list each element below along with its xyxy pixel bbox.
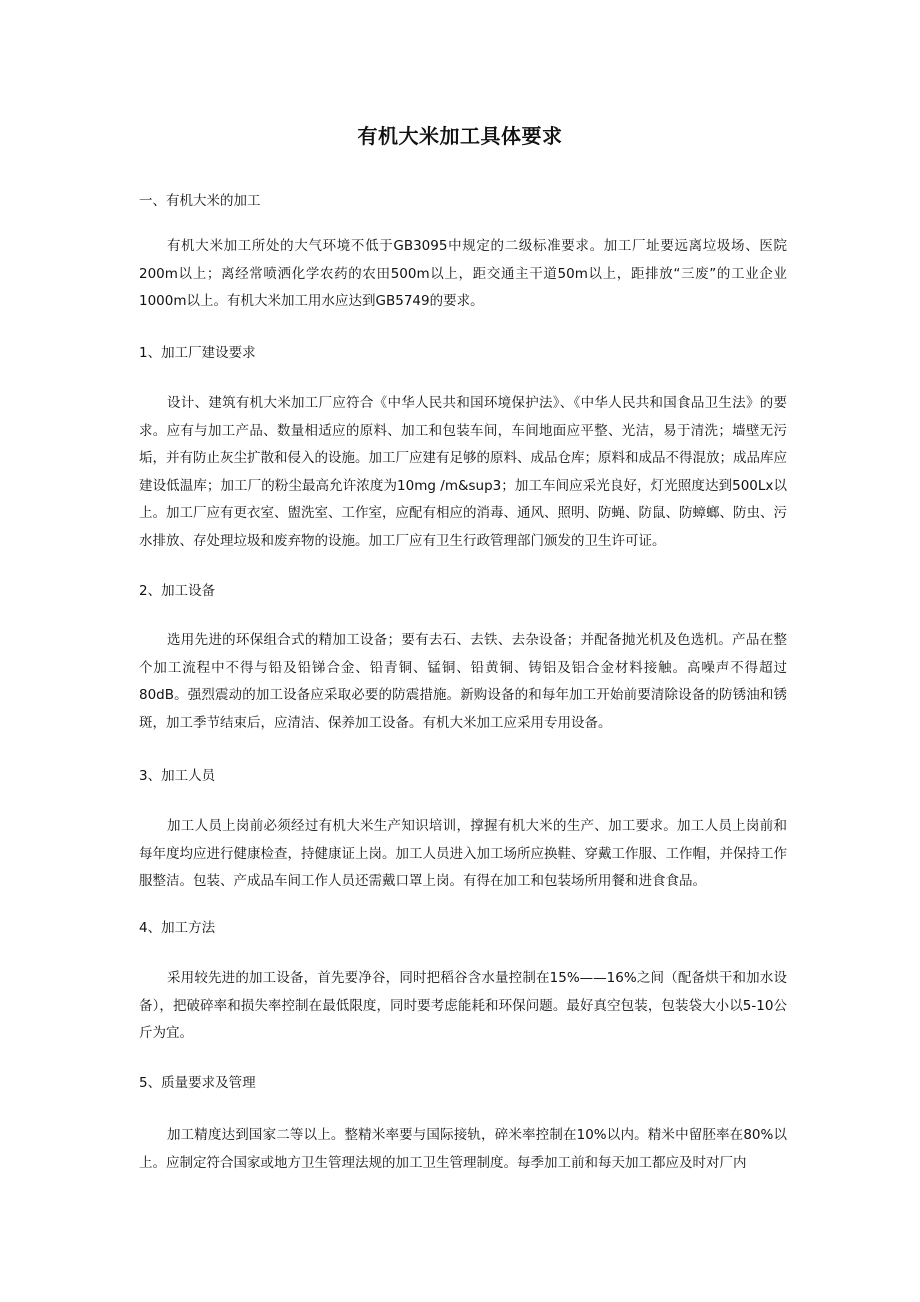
section-paragraph: 有机大米加工所处的大气环境不低于GB3095中规定的二级标准要求。加工厂址要远离垃圾场、医院200m以上；离经常喷洒化学农药的农田500m以上，距交通主干道50m以上，距排放“三废”的工业企业1000m以上。有机大米加工用水应达到GB5749的要求。 (139, 238, 787, 309)
section-paragraph: 采用较先进的加工设备，首先要净谷，同时把稻谷含水量控制在15%——16%之间（配备烘干和加水设备），把破碎率和损失率控制在最低限度，同时要考虑能耗和环保问题。最好真空包装，包装袋大小以5-10公斤为宜。 (139, 970, 787, 1041)
section-paragraph: 加工人员上岗前必须经过有机大米生产知识培训，撑握有机大米的生产、加工要求。加工人员上岗前和每年度均应进行健康检查，持健康证上岗。加工人员进入加工场所应换鞋、穿戴工作服、工作帽，并保持工作服整洁。包装、产成品车间工作人员还需戴口罩上岗。有得在加工和包装场所用餐和进食食品。 (139, 818, 787, 889)
section-heading: 1、加工厂建设要求 (139, 345, 256, 361)
section-paragraph: 加工精度达到国家二等以上。整精米率要与国际接轨，碎米率控制在10%以内。精米中留胚率在80%以上。应制定符合国家或地方卫生管理法规的加工卫生管理制度。每季加工前和每天加工都应及时对厂内 (139, 1127, 787, 1171)
section-heading: 4、加工方法 (139, 920, 216, 936)
section-heading: 2、加工设备 (139, 583, 216, 599)
section-paragraph: 选用先进的环保组合式的精加工设备；要有去石、去铁、去杂设备；并配备抛光机及色选机。产品在整个加工流程中不得与铅及铅锑合金、铅青铜、锰铜、铅黄铜、铸铝及铝合金材料接触。高噪声不得超过80dB。强烈震动的加工设备应采取必要的防震措施。新购设备的和每年加工开始前要清除设备的防锈油和锈斑，加工季节结束后，应清洁、保养加工设备。有机大米加工应采用专用设备。 (139, 632, 787, 731)
document-title: 有机大米加工具体要求 (357, 124, 563, 148)
section-heading: 一、有机大米的加工 (139, 193, 261, 209)
section-heading: 5、质量要求及管理 (139, 1075, 256, 1091)
section-heading: 3、加工人员 (139, 768, 216, 784)
section-paragraph: 设计、建筑有机大米加工厂应符合《中华人民共和国环境保护法》、《中华人民共和国食品卫生法》的要求。应有与加工产品、数量相适应的原料、加工和包装车间，车间地面应平整、光洁，易于清洗；墙壁无污垢，并有防止灰尘扩散和侵入的设施。加工厂应建有足够的原料、成品仓库；原料和成品不得混放；成品库应建设低温库；加工厂的粉尘最高允许浓度为10mg /m&sup3；加工车间应采光良好，灯光照度达到500Lx以上。加工厂应有更衣室、盥洗室、工作室，应配有相应的消毒、通风、照明、防蝇、防鼠、防蟑螂、防虫、污水排放、存处理垃圾和废弃物的设施。加工厂应有卫生行政管理部门颁发的卫生许可证。 (139, 395, 787, 549)
